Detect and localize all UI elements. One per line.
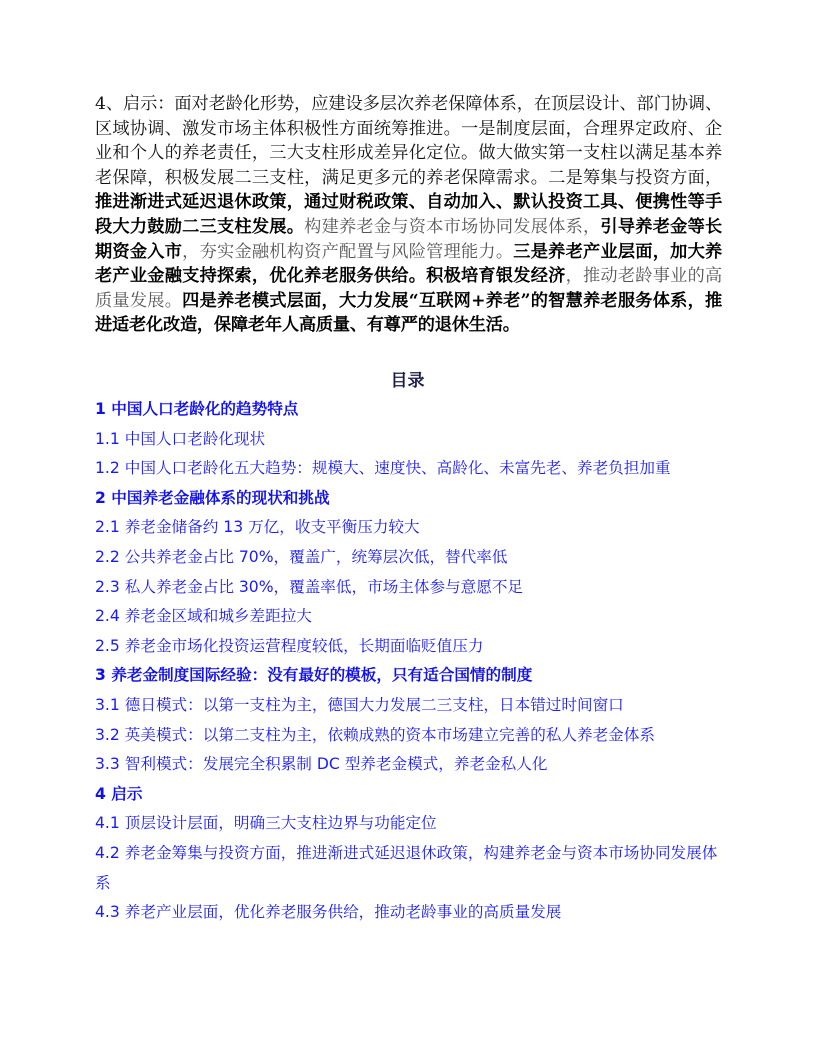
toc-title: 目录: [390, 371, 425, 391]
toc-link[interactable]: 1 中国人口老龄化的趋势特点: [95, 400, 299, 418]
text-run-bold: 四是养老模式层面，大力发展“互联网+养老”的智慧养老服务体系，推进适老化改造，保障老年人高质量、有尊严的退休生活。: [95, 290, 722, 336]
body-paragraph: [95, 92, 722, 338]
text-run-bold: 推进渐进式延迟退休政策，通过财税政策、自动加入、默认投资工具、便携性等手段大力鼓励二三支柱发展。: [95, 192, 722, 237]
toc-link[interactable]: 4 启示: [95, 784, 143, 803]
toc-link[interactable]: 2.5 养老金市场化投资运营程度较低，长期面临贬值压力: [95, 636, 484, 655]
toc-link[interactable]: 3.3 智利模式：发展完全积累制 DC 型养老金模式，养老金私人化: [95, 755, 548, 774]
toc-link[interactable]: 1.2 中国人口老龄化五大趋势：规模大、速度快、高龄化、未富先老、养老负担加重: [95, 459, 671, 478]
toc-link[interactable]: 4.1 顶层设计层面，明确三大支柱边界与功能定位: [95, 814, 437, 833]
toc-link[interactable]: 4.3 养老产业层面，优化养老服务供给，推动老龄事业的高质量发展: [95, 903, 562, 922]
toc-link[interactable]: 1.1 中国人口老龄化现状: [95, 429, 266, 448]
toc-link[interactable]: 2.4 养老金区域和城乡差距拉大: [95, 607, 312, 626]
toc-link[interactable]: 2.1 养老金储备约 13 万亿，收支平衡压力较大: [95, 518, 420, 537]
toc-link[interactable]: 3.1 德日模式：以第一支柱为主，德国大力发展二三支柱，日本错过时间窗口: [95, 695, 624, 714]
table-of-contents: [95, 395, 725, 928]
text-run-bold: 引导养老金等长期资金入市: [95, 216, 722, 262]
toc-link[interactable]: 2.2 公共养老金占比 70%，覆盖广，统筹层次低，替代率低: [95, 547, 508, 566]
toc-link[interactable]: 2 中国养老金融体系的现状和挑战: [95, 488, 330, 507]
toc-link[interactable]: 4.2 养老金筹集与投资方面，推进渐进式延迟退休政策，构建养老金与资本市场协同发展体系: [95, 843, 718, 892]
text-run-gray: 构建养老金与资本市场协同发展体系，: [304, 216, 601, 237]
toc-link[interactable]: 3 养老金制度国际经验：没有最好的模板，只有适合国情的制度: [95, 666, 533, 685]
text-run-bold: 三是养老产业层面，加大养老产业金融支持探索，优化养老服务供给。积极培育银发经济: [95, 241, 722, 287]
text-run-gray: ，推动老龄事业的高质量发展。: [95, 266, 722, 311]
text-run-gray: ，夯实金融机构资产配置与风险管理能力。: [182, 241, 514, 262]
text-run: 4、启示：面对老龄化形势，应建设多层次养老保障体系，在顶层设计、部门协调、区域协调、激发市场主体积极性方面统筹推进。一是制度层面，合理界定政府、企业和个人的养老责任，三大支柱形成差异化定位。做大做实第一支柱以满足基本养老保障，积极发展二三支柱，满足更多元的养老保障需求。二是筹集与投资方面，: [95, 94, 722, 188]
toc-link[interactable]: 2.3 私人养老金占比 30%，覆盖率低，市场主体参与意愿不足: [95, 577, 524, 596]
toc-link[interactable]: 3.2 英美模式：以第二支柱为主，依赖成熟的资本市场建立完善的私人养老金体系: [95, 725, 655, 744]
